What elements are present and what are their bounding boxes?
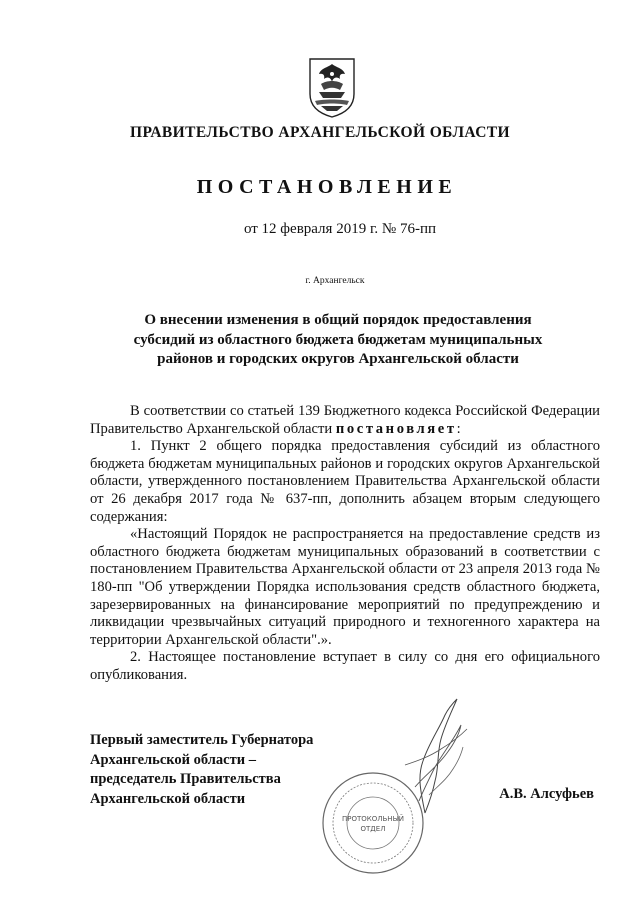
stamp-center-line: ПРОТОКОЛЬНЫЙ xyxy=(341,815,405,823)
title-line: субсидий из областного бюджета бюджетам муниципальных xyxy=(133,331,543,348)
signer-line: Архангельской области xyxy=(90,790,246,807)
coat-of-arms-emblem xyxy=(307,56,357,118)
signer-line: председатель Правительства xyxy=(90,771,281,787)
body-text: : xyxy=(456,420,461,437)
document-title xyxy=(118,311,558,370)
handwritten-signature xyxy=(395,695,475,815)
title-line: районов и городских округов Архангельской области xyxy=(157,351,519,367)
decree-word: постановляет xyxy=(335,420,457,437)
government-name: ПРАВИТЕЛЬСТВО АРХАНГЕЛЬСКОЙ ОБЛАСТИ xyxy=(129,124,510,141)
body-paragraph: «Настоящий Порядок не распространяется на предоставление средств из областного бюджета бюджетам муниципальных образований в соответствии с постановлением Правительства Архангельской области от 23 апреля 2013 года № 180-пп "Об утверждении Порядка использования средств областного бюджета, зарезервированных на финансирование мероприятий по предупреждению и ликвидации чрезвычайных ситуаций природного и техногенного характера на территории Архангельской области".». xyxy=(90,526,600,648)
body-paragraph xyxy=(90,403,600,438)
body-paragraph: 2. Настоящее постановление вступает в силу со дня его официального опубликования. xyxy=(90,649,600,683)
stamp-center-line: ОТДЕЛ xyxy=(360,825,386,833)
signer-line: Архангельской области – xyxy=(90,751,256,768)
title-line: О внесении изменения в общий порядок предоставления xyxy=(144,312,532,328)
body-text: В соответствии со статьей 139 Бюджетного кодекса Российской Федерации Правительство Архангельской области xyxy=(90,403,600,437)
document-type: ПОСТАНОВЛЕНИЕ xyxy=(196,176,458,198)
signer-name: А.В. Алсуфьев xyxy=(499,786,594,802)
document-date-number: от 12 февраля 2019 г. № 76-пп xyxy=(243,221,437,237)
document-city: г. Архангельск xyxy=(305,276,365,286)
document-body xyxy=(90,403,600,685)
signer-line: Первый заместитель Губернатора xyxy=(90,732,314,748)
body-paragraph: 1. Пункт 2 общего порядка предоставления субсидий из областного бюджета бюджетам муниципальных районов и городских округов Архангельской области, утвержденного постановлением Правительства Архангельской области от 26 декабря 2017 года № 637-пп, дополнить абзацем вторым следующего содержания: xyxy=(90,438,600,525)
signer-position xyxy=(90,731,313,809)
